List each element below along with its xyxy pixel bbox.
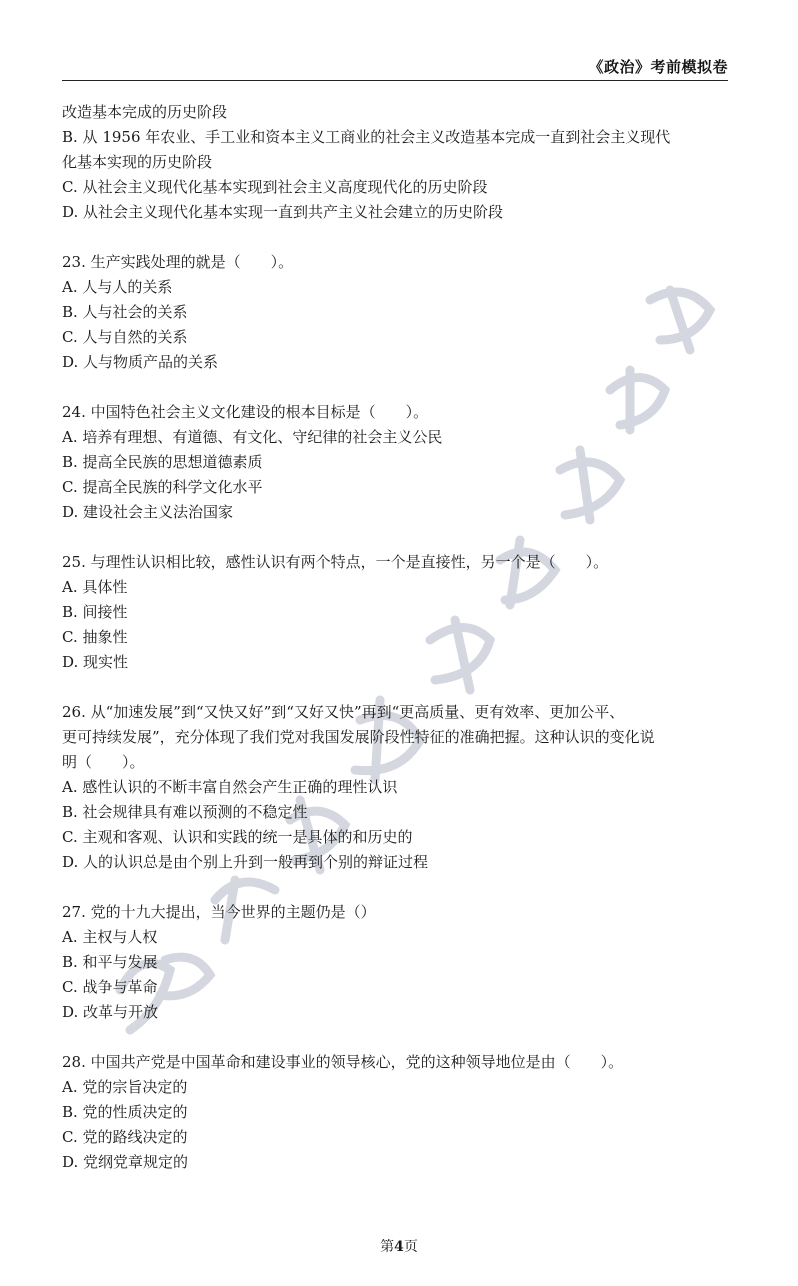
option-d: D. 人的认识总是由个别上升到一般再到个别的辩证过程 — [62, 853, 429, 871]
question-23 — [62, 250, 730, 375]
option-b: B. 社会规律具有难以预测的不稳定性 — [62, 803, 308, 821]
option-a: A. 具体性 — [62, 578, 128, 596]
option-d: D. 建设社会主义法治国家 — [62, 503, 234, 521]
option-d: D. 人与物质产品的关系 — [62, 353, 219, 371]
option-c: C. 人与自然的关系 — [62, 328, 188, 346]
option-b: B. 间接性 — [62, 603, 128, 621]
option-d: D. 现实性 — [62, 653, 129, 671]
option-a: A. 感性认识的不断丰富自然会产生正确的理性认识 — [62, 778, 398, 796]
page-number: 4 — [394, 1239, 404, 1255]
previous-question-continuation — [62, 100, 730, 225]
page-suffix: 页 — [403, 1239, 418, 1255]
option-d: D. 改革与开放 — [62, 1003, 159, 1021]
question-26 — [62, 700, 730, 875]
question-stem: 27. 党的十九大提出，当今世界的主题仍是（） — [62, 903, 376, 921]
question-25 — [62, 550, 730, 675]
question-stem: 26. 从“加速发展”到“又快又好”到“又好又快”再到“更高质量、更有效率、更加公平、 — [62, 703, 625, 721]
option-a: A. 人与人的关系 — [62, 278, 173, 296]
option-b: B. 党的性质决定的 — [62, 1103, 188, 1121]
text-line: 化基本实现的历史阶段 — [62, 153, 213, 171]
option-c: C. 战争与革命 — [62, 978, 158, 996]
option-d: D. 从社会主义现代化基本实现一直到共产主义社会建立的历史阶段 — [62, 203, 504, 221]
option-b: B. 提高全民族的思想道德素质 — [62, 453, 263, 471]
option-b: B. 人与社会的关系 — [62, 303, 188, 321]
option-c: C. 党的路线决定的 — [62, 1128, 188, 1146]
question-24 — [62, 400, 730, 525]
option-d: D. 党纲党章规定的 — [62, 1153, 189, 1171]
question-stem: 28. 中国共产党是中国革命和建设事业的领导核心，党的这种领导地位是由（ ）。 — [62, 1053, 624, 1071]
option-a: A. 党的宗旨决定的 — [62, 1078, 188, 1096]
page-footer — [0, 1236, 798, 1256]
option-b: B. 从 1956 年农业、手工业和资本主义工商业的社会主义改造基本完成一直到社会主义现代 — [62, 128, 671, 146]
page-header — [62, 54, 728, 81]
option-a: A. 主权与人权 — [62, 928, 158, 946]
option-a: A. 培养有理想、有道德、有文化、守纪律的社会主义公民 — [62, 428, 443, 446]
option-b: B. 和平与发展 — [62, 953, 158, 971]
option-c: C. 从社会主义现代化基本实现到社会主义高度现代化的历史阶段 — [62, 178, 488, 196]
question-stem: 更可持续发展”，充分体现了我们党对我国发展阶段性特征的准确把握。这种认识的变化说 — [62, 728, 655, 746]
question-stem: 23. 生产实践处理的就是（ ）。 — [62, 253, 294, 271]
option-c: C. 主观和客观、认识和实践的统一是具体的和历史的 — [62, 828, 413, 846]
question-stem: 24. 中国特色社会主义文化建设的根本目标是（ ）。 — [62, 403, 429, 421]
question-stem: 25. 与理性认识相比较，感性认识有两个特点，一个是直接性，另一个是（ ）。 — [62, 553, 609, 571]
question-27 — [62, 900, 730, 1025]
exam-content — [62, 100, 730, 1175]
option-c: C. 提高全民族的科学文化水平 — [62, 478, 263, 496]
question-stem: 明（ ）。 — [62, 753, 145, 771]
header-title: 《政治》考前模拟卷 — [588, 58, 728, 76]
question-28 — [62, 1050, 730, 1175]
option-c: C. 抽象性 — [62, 628, 128, 646]
page-prefix: 第 — [380, 1239, 395, 1255]
text-line: 改造基本完成的历史阶段 — [62, 103, 228, 121]
